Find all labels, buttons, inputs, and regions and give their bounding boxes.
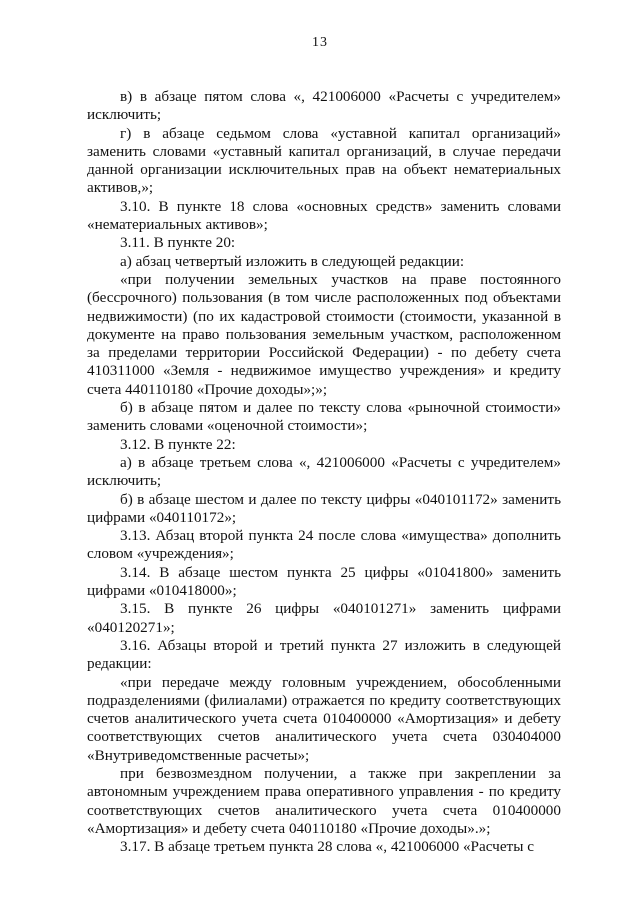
- paragraph-3-12-b: б) в абзаце шестом и далее по тексту цифры «040101172» заменить цифрами «040110172»;: [87, 490, 561, 526]
- paragraph-3-15: 3.15. В пункте 26 цифры «040101271» заменить цифрами «040120271»;: [87, 600, 561, 636]
- paragraph-3-12: 3.12. В пункте 22:: [120, 435, 236, 453]
- paragraph-3-11-b: б) в абзаце пятом и далее по тексту слова «рыночной стоимости» заменить словами «оценочной стоимости»;: [87, 399, 561, 435]
- paragraph-g: г) в абзаце седьмом слова «уставной капитал организаций» заменить словами «уставный капитал организаций, в случае передачи данной организации исключительных прав на объект нематериальных активов,»;: [87, 124, 561, 197]
- paragraph-3-17: 3.17. В абзаце третьем пункта 28 слова «, 421006000 «Расчеты с: [120, 838, 534, 856]
- paragraph-3-13: 3.13. Абзац второй пункта 24 после слова «имущества» дополнить словом «учреждения»;: [87, 527, 561, 563]
- paragraph-3-11: 3.11. В пункте 20:: [120, 234, 236, 252]
- paragraph-3-11-quote: «при получении земельных участков на праве постоянного (бессрочного) пользования (в том числе расположенных под объектами недвижимости) (по их кадастровой стоимости (стоимости, указанной в документе на право пользования земельным участком, расположенном за пределами территории Российской Федерации) - по дебету счета 410311000 «Земля - недвижимое имущество учреждения» и кредиту счета 440110180 «Прочие доходы»;»;: [87, 270, 561, 398]
- paragraph-3-16-quote-1: «при передаче между головным учреждением, обособленными подразделениями (филиалами) отражается по кредиту соответствующих счетов аналитического учета счета 010400000 «Амортизация» и дебету соответствующих счетов аналитического учета счета 030404000 «Внутриведомственные расчеты»;: [87, 673, 561, 764]
- paragraph-3-16-quote-2: при безвозмездном получении, а также при закреплении за автономным учреждением права оперативного управления - по кредиту соответствующих счетов аналитического учета счета 010400000 «Амортизация» и дебету счета 040110180 «Прочие доходы».»;: [87, 764, 561, 837]
- paragraph-3-16: 3.16. Абзацы второй и третий пункта 27 изложить в следующей редакции:: [87, 636, 561, 673]
- paragraph-3-11-a: а) абзац четвертый изложить в следующей редакции:: [120, 252, 465, 270]
- page-number: 13: [312, 35, 328, 50]
- paragraph-3-12-a: а) в абзаце третьем слова «, 421006000 «Расчеты с учредителем» исключить;: [87, 453, 561, 490]
- paragraph-3-10: 3.10. В пункте 18 слова «основных средств» заменить словами «нематериальных активов»;: [87, 197, 561, 234]
- paragraph-3-14: 3.14. В абзаце шестом пункта 25 цифры «01041800» заменить цифрами «010418000»;: [87, 563, 561, 600]
- paragraph-v: в) в абзаце пятом слова «, 421006000 «Расчеты с учредителем» исключить;: [87, 88, 561, 124]
- document-body: [87, 88, 561, 856]
